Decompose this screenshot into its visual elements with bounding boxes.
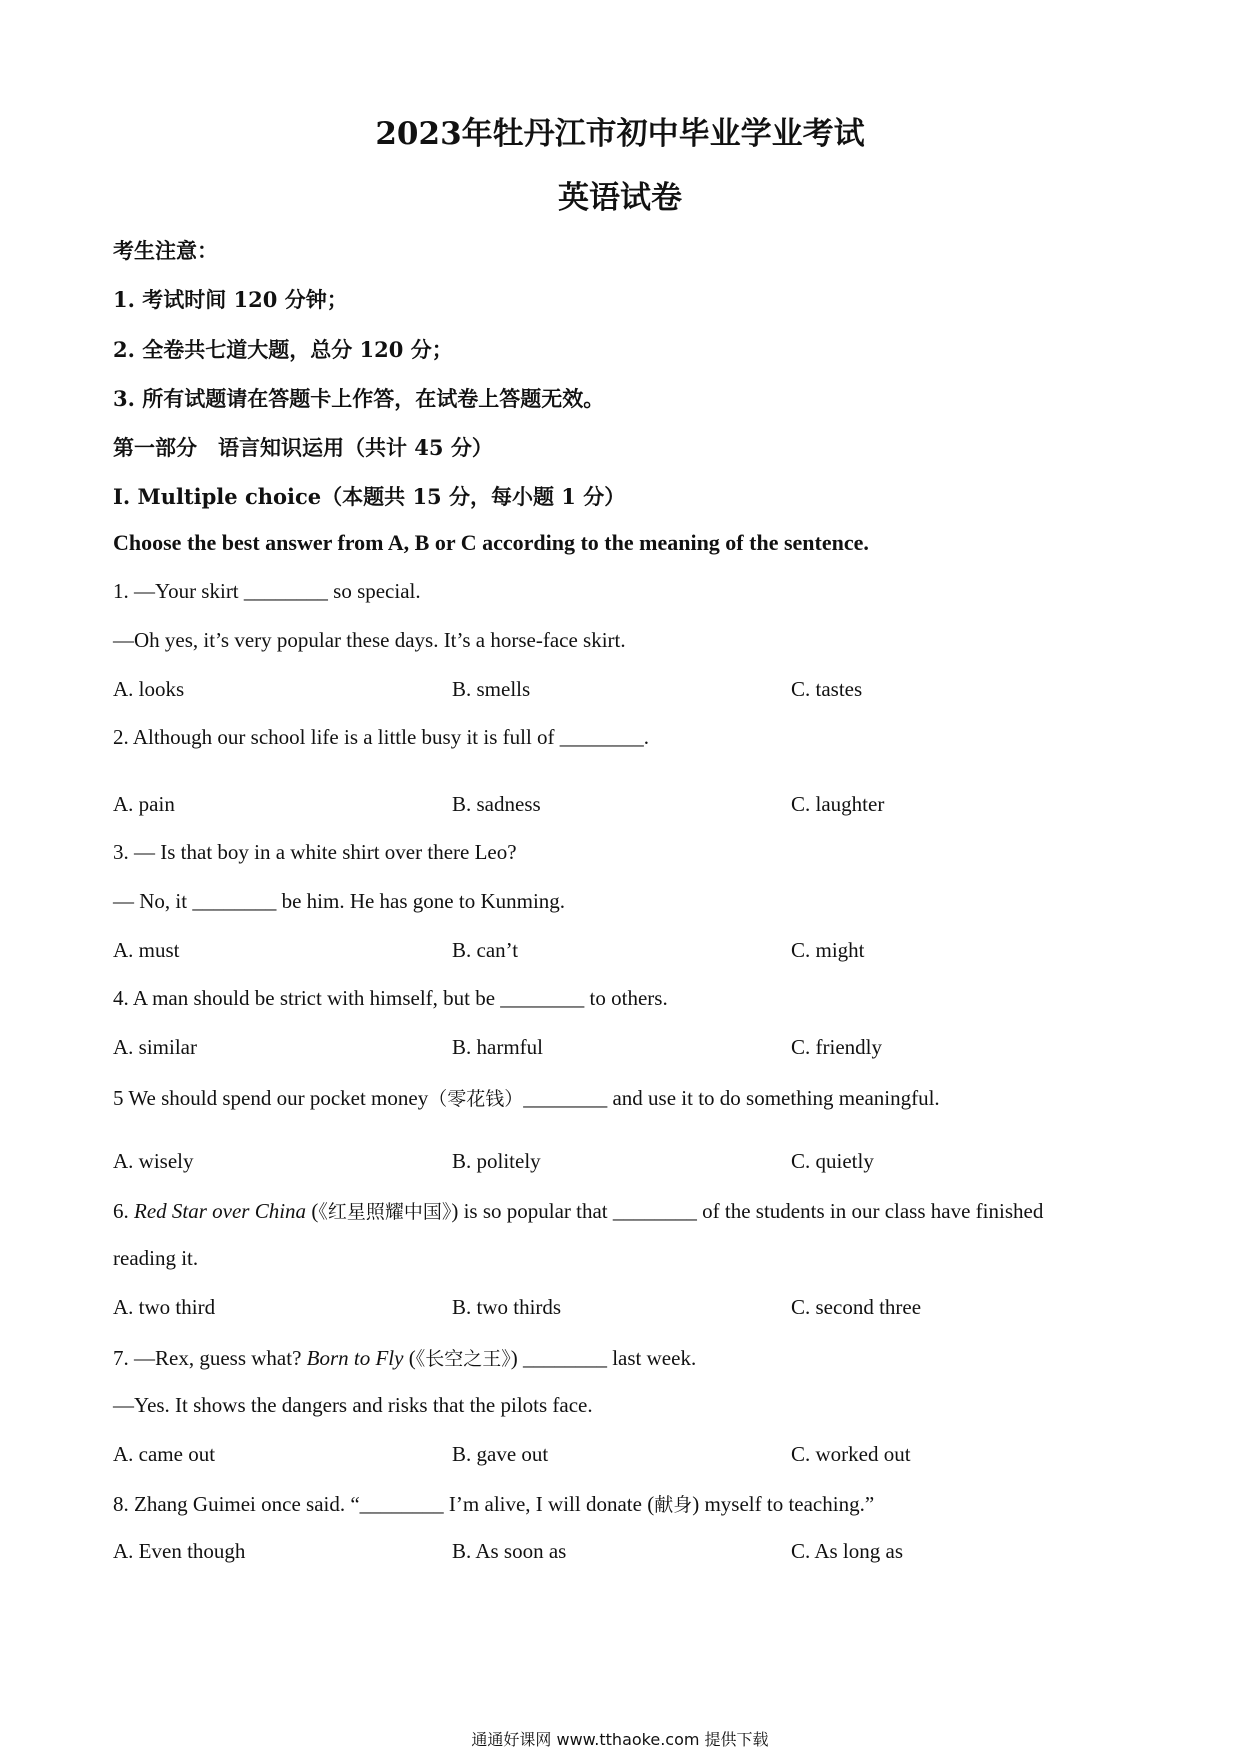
film-title: Born to Fly — [306, 1346, 404, 1370]
question-1-options — [113, 677, 1113, 705]
option-c: C. quietly — [791, 1149, 874, 1173]
question-5-options — [113, 1149, 1113, 1177]
option-b: B. smells — [452, 677, 531, 701]
chinese-gloss: 《红星照耀中国》 — [318, 1201, 452, 1223]
question-text: ( — [403, 1346, 416, 1370]
chinese-gloss: 《长空之王》 — [415, 1348, 511, 1370]
option-c: C. As long as — [791, 1539, 904, 1563]
notice-item: 1. 考试时间 120 分钟； — [113, 287, 348, 312]
question-3-options — [113, 938, 1113, 966]
question-6-options — [113, 1295, 1113, 1323]
question-text: 7. —Rex, guess what? — [113, 1346, 307, 1370]
question-7-options — [113, 1442, 1113, 1470]
question-8-options — [113, 1539, 1113, 1567]
option-b: B. two thirds — [452, 1295, 562, 1319]
option-c: C. tastes — [791, 677, 863, 701]
option-b: B. gave out — [452, 1442, 549, 1466]
question-5-stem — [113, 1084, 940, 1111]
question-text: 6. — [113, 1199, 134, 1223]
option-a: A. two third — [113, 1295, 216, 1319]
question-text: ________ and use it to do something meaningful. — [523, 1086, 940, 1110]
option-a: A. wisely — [113, 1149, 194, 1173]
question-8-stem — [113, 1490, 874, 1517]
question-text: 8. Zhang Guimei once said. “________ I’m alive, I will donate ( — [113, 1492, 655, 1516]
page-footer: 通通好课网 www.tthaoke.com 提供下载 — [471, 1730, 769, 1749]
book-title: Red Star over China — [134, 1199, 307, 1223]
option-a: A. pain — [113, 792, 175, 816]
option-c: C. might — [791, 938, 865, 962]
option-c: C. worked out — [791, 1442, 911, 1466]
option-b: B. harmful — [452, 1035, 543, 1059]
option-c: C. second three — [791, 1295, 922, 1319]
question-3-stem: 3. — Is that boy in a white shirt over there Leo? — [113, 840, 517, 864]
option-a: A. must — [113, 938, 180, 962]
option-b: B. politely — [452, 1149, 541, 1173]
question-4-options — [113, 1035, 1113, 1063]
exam-title: 2023年牡丹江市初中毕业学业考试 — [375, 116, 865, 152]
chinese-gloss: （零花钱） — [428, 1088, 524, 1110]
question-text: ) myself to teaching.” — [692, 1492, 875, 1516]
option-c: C. laughter — [791, 792, 885, 816]
question-text: ( — [306, 1199, 319, 1223]
question-4-stem: 4. A man should be strict with himself, but be ________ to others. — [113, 986, 668, 1010]
question-text: ) is so popular that ________ of the students in our class have finished — [451, 1199, 1044, 1223]
option-a: A. Even though — [113, 1539, 246, 1563]
notice-item: 3. 所有试题请在答题卡上作答，在试卷上答题无效。 — [113, 386, 605, 411]
question-2-stem: 2. Although our school life is a little busy it is full of ________. — [113, 725, 650, 749]
option-b: B. sadness — [452, 792, 541, 816]
option-c: C. friendly — [791, 1035, 882, 1059]
section-instruction: Choose the best answer from A, B or C according to the meaning of the sentence. — [113, 530, 869, 555]
chinese-gloss: 献身 — [654, 1494, 693, 1516]
question-text: 5 We should spend our pocket money — [113, 1086, 429, 1110]
option-a: A. looks — [113, 677, 185, 701]
option-b: B. As soon as — [452, 1539, 567, 1563]
section-title: Ⅰ. Multiple choice（本题共 15 分，每小题 1 分） — [113, 484, 626, 509]
part-title: 第一部分 语言知识运用（共计 45 分） — [113, 435, 493, 460]
question-3-reply: — No, it ________ be him. He has gone to Kunming. — [113, 889, 566, 913]
question-7-reply: —Yes. It shows the dangers and risks that the pilots face. — [113, 1393, 593, 1417]
question-1-reply: —Oh yes, it’s very popular these days. It’s a horse-face skirt. — [113, 628, 626, 652]
option-b: B. can’t — [452, 938, 519, 962]
question-7-stem — [113, 1344, 696, 1371]
question-2-options — [113, 792, 1113, 820]
question-6-stem — [113, 1197, 1043, 1224]
option-a: A. similar — [113, 1035, 197, 1059]
option-a: A. came out — [113, 1442, 216, 1466]
question-1-stem: 1. —Your skirt ________ so special. — [113, 579, 421, 603]
notice-heading: 考生注意： — [113, 238, 218, 263]
question-text: ) ________ last week. — [510, 1346, 697, 1370]
notice-item: 2. 全卷共七道大题，总分 120 分； — [113, 337, 453, 362]
question-6-continued: reading it. — [113, 1246, 199, 1270]
exam-subtitle: 英语试卷 — [558, 180, 682, 216]
